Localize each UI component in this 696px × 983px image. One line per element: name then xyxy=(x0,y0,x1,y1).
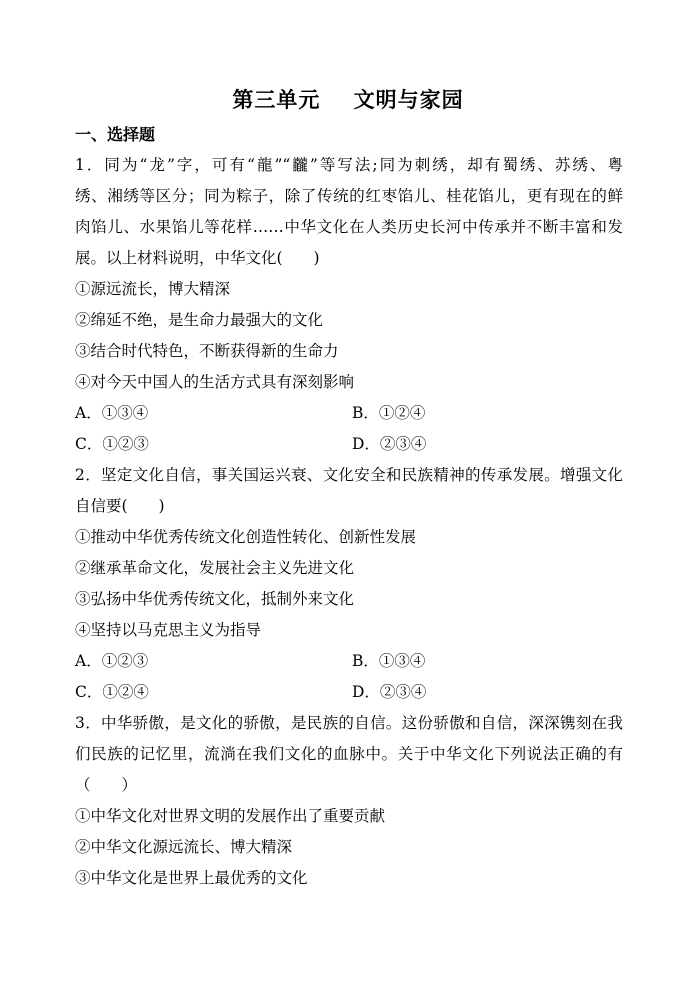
option-b: B．①③④ xyxy=(352,652,426,670)
statement-item: ①源远流长，博大精深 xyxy=(75,280,231,298)
option-row xyxy=(75,646,623,677)
page-title: 第三单元 文明与家园 xyxy=(232,87,464,112)
statement-item: ①推动中华优秀传统文化创造性转化、创新性发展 xyxy=(75,528,417,546)
statement-item: ②绵延不绝，是生命力最强大的文化 xyxy=(75,311,324,329)
section-heading: 一、选择题 xyxy=(75,125,156,144)
question-stem-line: 们民族的记忆里，流淌在我们文化的血脉中。关于中华文化下列说法正确的有 xyxy=(75,745,623,763)
option-b: B．①②④ xyxy=(352,404,426,422)
statement-item: ③中华文化是世界上最优秀的文化 xyxy=(75,869,308,887)
statement-item: ②继承革命文化，发展社会主义先进文化 xyxy=(75,559,355,577)
option-row xyxy=(75,677,623,708)
question-stem-line: 1．同为“龙”字，可有“龍”“龖”等写法;同为刺绣，却有蜀绣、苏绣、粤 xyxy=(75,156,623,174)
option-d: D．②③④ xyxy=(352,683,427,701)
statement-item: ①中华文化对世界文明的发展作出了重要贡献 xyxy=(75,807,386,825)
question-1 xyxy=(75,150,623,460)
question-2 xyxy=(75,460,623,708)
question-stem-line: 3．中华骄傲，是文化的骄傲，是民族的自信。这份骄傲和自信，深深镌刻在我 xyxy=(75,714,623,732)
statement-item: ④坚持以马克思主义为指导 xyxy=(75,621,262,639)
option-a: A．①②③ xyxy=(75,652,149,670)
option-row xyxy=(75,429,623,460)
option-d: D．②③④ xyxy=(352,435,427,453)
question-stem-line: （ ） xyxy=(75,776,138,794)
statement-item: ③弘扬中华优秀传统文化，抵制外来文化 xyxy=(75,590,355,608)
statement-item: ④对今天中国人的生活方式具有深刻影响 xyxy=(75,373,355,391)
question-stem-line: 肉馅儿、水果馅儿等花样……中华文化在人类历史长河中传承并不断丰富和发 xyxy=(75,218,623,236)
question-stem-line: 展。以上材料说明，中华文化( ) xyxy=(75,249,320,267)
question-list xyxy=(75,150,623,894)
statement-item: ③结合时代特色，不断获得新的生命力 xyxy=(75,342,339,360)
question-stem-line: 2．坚定文化自信，事关国运兴衰、文化安全和民族精神的传承发展。增强文化 xyxy=(75,466,623,484)
option-a: A．①③④ xyxy=(75,404,149,422)
option-c: C．①②③ xyxy=(75,435,149,453)
option-c: C．①②④ xyxy=(75,683,149,701)
question-stem-line: 自信要( ) xyxy=(75,497,165,515)
question-3 xyxy=(75,708,623,894)
question-stem-line: 绣、湘绣等区分；同为粽子，除了传统的红枣馅儿、桂花馅儿，更有现在的鲜 xyxy=(75,187,623,205)
option-row xyxy=(75,398,623,429)
statement-item: ②中华文化源远流长、博大精深 xyxy=(75,838,293,856)
